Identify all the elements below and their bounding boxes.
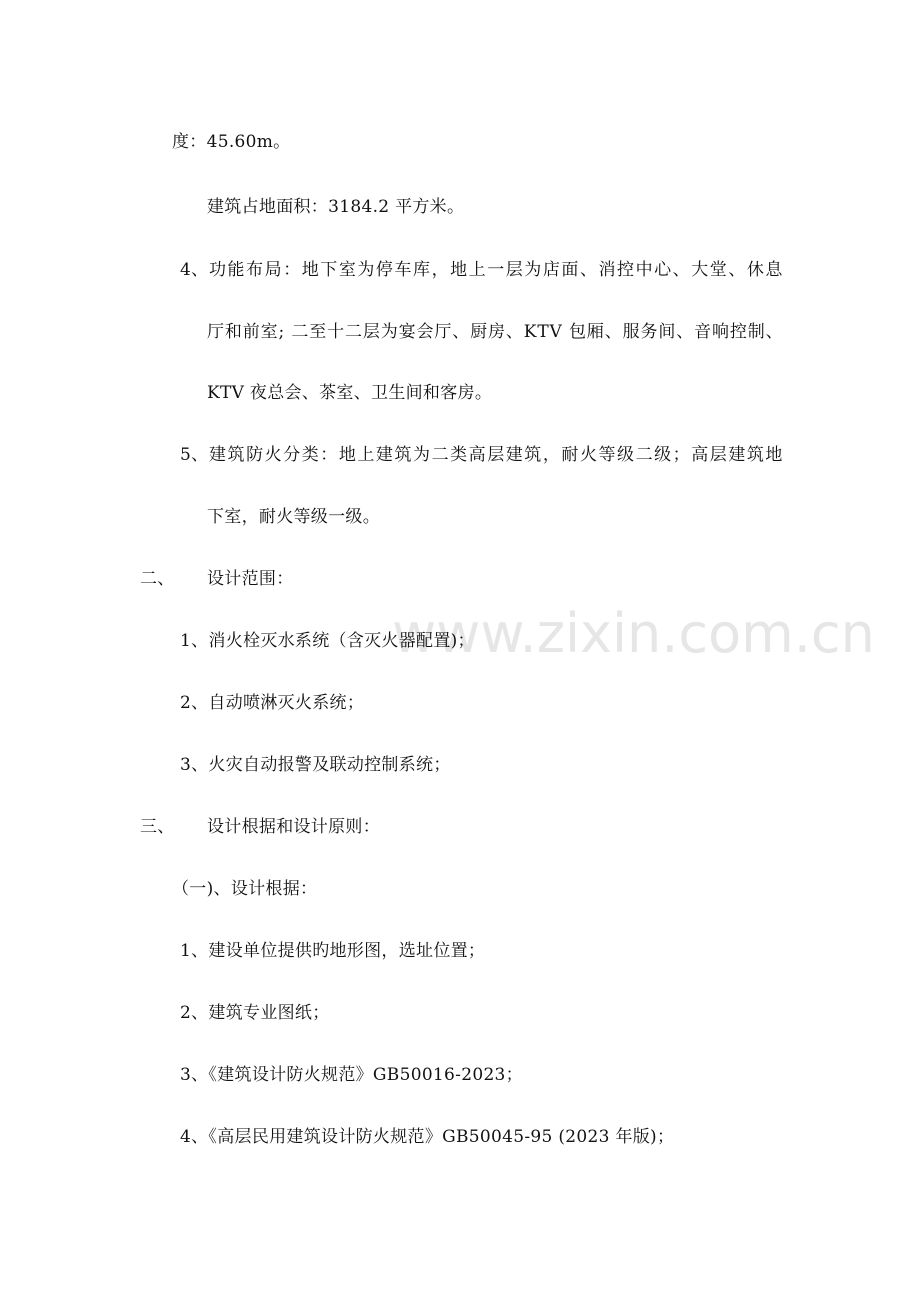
- section-2-heading: 设计范围：: [207, 569, 294, 589]
- item-5-continuation: 下室，耐火等级一级。: [207, 507, 380, 527]
- section-3-heading: 设计根据和设计原则：: [207, 817, 380, 837]
- basis-item-4: 4、《高层民用建筑设计防火规范》GB50045-95 (2023 年版)；: [180, 1127, 675, 1147]
- section-2-number: 二、: [140, 569, 175, 589]
- section-3-number: 三、: [140, 817, 175, 837]
- basis-item-3: 3、《建筑设计防火规范》GB50016-2023；: [180, 1065, 523, 1085]
- basis-item-2: 2、建筑专业图纸；: [180, 1003, 330, 1023]
- subsection-1-heading: （一)、设计根据：: [172, 879, 318, 899]
- scope-item-1: 1、消火栓灭水系统（含灭火器配置)；: [180, 631, 475, 651]
- building-area-line: 建筑占地面积：3184.2 平方米。: [207, 197, 465, 217]
- item-5-number: 5、: [180, 445, 209, 465]
- watermark: www.zixin.com.cn: [392, 602, 875, 665]
- basis-item-1: 1、建设单位提供旳地形图，选址位置；: [180, 941, 486, 961]
- height-line: 度：45.60m。: [172, 132, 291, 152]
- scope-item-3: 3、火灾自动报警及联动控制系统；: [180, 755, 451, 775]
- item-4-number: 4、: [180, 260, 209, 280]
- item-4-text: 功 能 布 局 ： 地 下 室 为 停 车 库 ， 地 上 一 层 为 店 面 、 消 控 中 心 、 大 堂 、 休 息: [209, 260, 783, 280]
- scope-item-2: 2、自动喷淋灭火系统；: [180, 693, 365, 713]
- item-5-text: 建 筑 防 火 分 类 ： 地 上 建 筑 为 二 类 高 层 建 筑 ， 耐 火 等 级 二 级 ； 高 层 建 筑 地: [209, 445, 783, 465]
- item-4-continuation-2: KTV 夜总会、茶室、卫生间和客房。: [207, 383, 493, 403]
- item-4-continuation-1: 厅 和 前 室 ; 二 至 十 二 层 为 宴 会 厅 、 厨 房 、 K T V 包 厢 、 服 务 间 、 音 响 控 制 、: [207, 322, 783, 342]
